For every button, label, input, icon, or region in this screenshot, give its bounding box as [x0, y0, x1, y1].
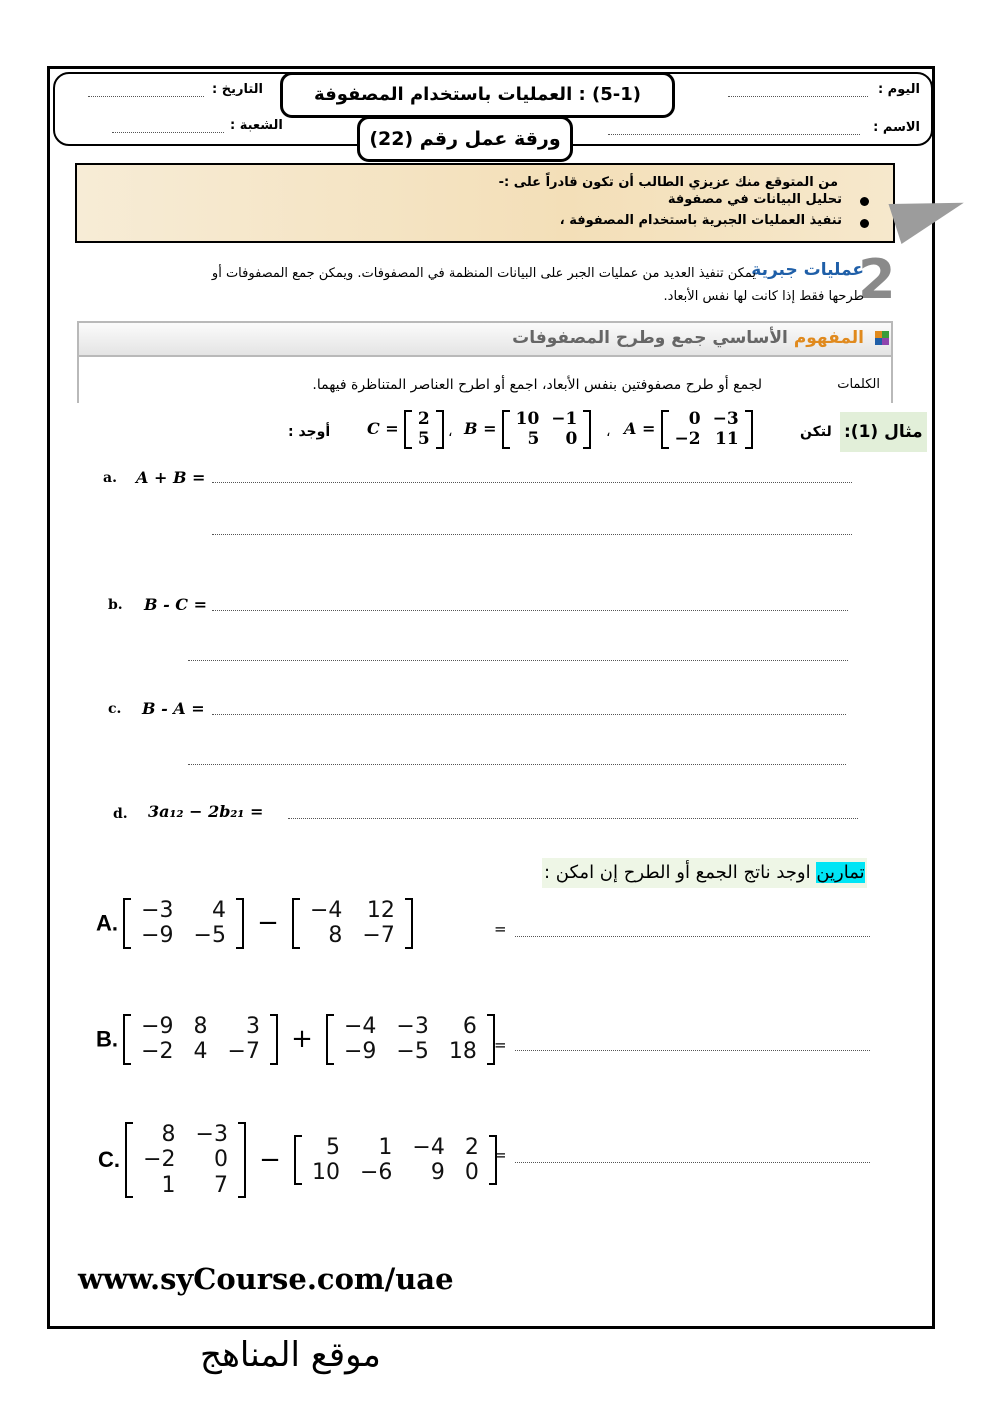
matrix-A-def: A = 0 −3 −2 11 [624, 410, 753, 449]
matrix-row [412, 430, 436, 450]
example-let: لتكن [800, 424, 832, 440]
matrix-cell: −9 [141, 923, 174, 949]
matrix-left [123, 898, 244, 949]
exercise-B [96, 1014, 495, 1065]
matrix-cell: −9 [141, 1014, 174, 1039]
answer-line[interactable] [212, 610, 848, 611]
matrix-cell: 4 [211, 898, 226, 923]
matrix-row [133, 1147, 238, 1172]
matrix-cell: −5 [396, 1039, 429, 1065]
matrix-row [412, 410, 436, 430]
example-label: مثال (1): [840, 412, 927, 452]
matrix-row [302, 1135, 489, 1160]
footer-site-name: موقع المناهج [200, 1335, 381, 1375]
answer-line[interactable] [212, 482, 852, 483]
matrix-cell: 4 [193, 1039, 208, 1065]
answer-line[interactable] [288, 818, 858, 819]
matrix-cell: 0 [464, 1159, 479, 1185]
matrix-row [510, 410, 584, 430]
answer-line[interactable] [212, 534, 852, 535]
matrix-row [669, 410, 745, 430]
section-field[interactable] [112, 132, 224, 133]
matrix-cell: 12 [366, 898, 395, 923]
matrix-cell: 5 [527, 428, 540, 449]
exercise-label: B. [96, 1026, 118, 1052]
name-label: الاسم : [873, 120, 920, 135]
matrix-cell: 5 [417, 428, 430, 449]
matrix-cell: −6 [359, 1159, 393, 1185]
section-number: 2 [858, 248, 896, 311]
matrix-cell: 8 [328, 923, 343, 949]
matrix-C-def: C = 2 5 [367, 410, 444, 449]
part-expression: B - C = [144, 595, 208, 614]
matrix-B [502, 410, 592, 449]
matrix-cell: 1 [378, 1134, 393, 1160]
equals-sign: = [494, 920, 507, 938]
matrix-cell: −9 [343, 1039, 377, 1065]
matrix-cell: 6 [462, 1014, 477, 1039]
matrix-cell: 18 [448, 1039, 477, 1065]
matrix-cell: 0 [565, 428, 578, 449]
date-label: التاريخ : [212, 82, 263, 97]
matrix-cell: 9 [430, 1159, 445, 1185]
part-letter: c. [108, 701, 122, 717]
matrix-cell: −2 [674, 428, 701, 449]
separator: ، [606, 424, 611, 440]
matrix-cell: −7 [362, 923, 395, 949]
exercise-C [98, 1122, 497, 1198]
matrix-cell: 7 [213, 1172, 228, 1198]
equals-sign: = [494, 1146, 507, 1164]
goals-intro: من المتوقع منك عزيزي الطالب أن تكون قادراً على :- [498, 175, 838, 190]
name-field[interactable] [608, 134, 860, 135]
part-expression: 3a₁₂ − 2b₂₁ = [148, 802, 264, 821]
matrix-row [334, 1039, 487, 1064]
lesson-title: (5-1) : العمليات باستخدام المصفوفة [280, 72, 675, 118]
matrix-cell: −4 [309, 898, 343, 923]
concept-title: المفهوم الأساسي جمع وطرح المصفوفات [512, 328, 864, 348]
example-find: أوجد : [288, 424, 331, 440]
bullet-icon [860, 197, 869, 206]
matrix-cell: −3 [396, 1014, 429, 1039]
matrix-row [510, 430, 584, 450]
goal-item: تحليل البيانات في مصفوفة [667, 192, 842, 207]
matrix-cell: 1 [161, 1172, 176, 1198]
matrix-cell: 10 [515, 409, 540, 429]
matrix-row [133, 1173, 238, 1198]
matrix-row [300, 898, 405, 923]
matrix-cell: −3 [195, 1122, 228, 1147]
exercise-A [96, 898, 413, 949]
concept-words-label: الكلمات [837, 377, 880, 392]
matrix-left [123, 1014, 278, 1065]
section-text-line1: يمكن تنفيذ العديد من عمليات الجبر على البيانات المنظمة في المصفوفات. ويمكن جمع المصفوفات أو [211, 266, 756, 281]
matrix-cell: −3 [712, 409, 739, 429]
day-label: اليوم : [877, 82, 920, 97]
answer-line[interactable] [515, 1162, 870, 1163]
matrix-cell: −7 [227, 1039, 260, 1065]
matrix-cell: −3 [141, 898, 174, 923]
matrix-row [300, 923, 405, 948]
worksheet-title: ورقة عمل رقم (22) [357, 116, 573, 162]
matrix-right [294, 1135, 497, 1186]
matrix-row [131, 1039, 270, 1064]
answer-line[interactable] [515, 1050, 870, 1051]
concept-words-text: لجمع أو طرح مصفوفتين بنفس الأبعاد، اجمع أو اطرح العناصر المتناظرة فيهما. [312, 377, 762, 393]
matrix-cell: −1 [551, 409, 578, 429]
part-expression: A + B = [136, 468, 206, 487]
matrix-left [125, 1122, 246, 1198]
operator: − [259, 1144, 281, 1175]
matrix-cell: −2 [141, 1039, 174, 1065]
answer-line[interactable] [515, 936, 870, 937]
matrix-cell: 10 [311, 1159, 340, 1185]
exercises-heading: تمارين اوجد ناتج الجمع أو الطرح إن امكن : [542, 858, 867, 888]
separator: ، [448, 424, 453, 440]
operator: + [291, 1024, 313, 1055]
answer-line[interactable] [188, 660, 848, 661]
matrix-C [404, 410, 444, 449]
section-heading: عمليات جبرية [751, 260, 864, 280]
puzzle-icon [874, 330, 890, 346]
date-field[interactable] [88, 96, 204, 97]
part-letter: d. [113, 806, 128, 822]
matrix-row [131, 898, 236, 923]
equals-sign: = [494, 1036, 507, 1054]
matrix-A [661, 410, 753, 449]
part-expression: B - A = [142, 699, 205, 718]
exercise-label: C. [98, 1146, 120, 1172]
matrix-cell: 8 [193, 1014, 208, 1039]
matrix-row [669, 430, 745, 450]
matrix-row [131, 923, 236, 948]
matrix-right [326, 1014, 495, 1065]
part-letter: a. [103, 470, 117, 486]
answer-line[interactable] [212, 714, 846, 715]
operator: − [257, 908, 279, 939]
footer-url[interactable]: www.syCourse.com/uae [78, 1262, 454, 1296]
matrix-cell: 11 [714, 428, 739, 449]
part-letter: b. [108, 597, 123, 613]
matrix-right [292, 898, 413, 949]
matrix-cell: 2 [464, 1134, 479, 1160]
matrix-row [131, 1014, 270, 1039]
matrix-cell: 2 [417, 409, 430, 429]
answer-line[interactable] [188, 764, 846, 765]
matrix-B-def: B = 10 −1 5 0 [464, 410, 591, 449]
matrix-cell: −4 [412, 1134, 445, 1160]
exercise-label: A. [96, 910, 118, 936]
matrix-cell: 3 [245, 1014, 260, 1039]
matrix-cell: −5 [193, 923, 226, 949]
matrix-cell: 0 [213, 1147, 228, 1173]
section-text-line2: طرحها فقط إذا كانت لها نفس الأبعاد. [663, 289, 864, 304]
matrix-cell: 8 [161, 1122, 176, 1147]
matrix-row [334, 1014, 487, 1039]
section-label: الشعبة : [230, 118, 283, 133]
matrix-cell: 0 [688, 409, 701, 429]
matrix-row [302, 1160, 489, 1185]
matrix-cell: −2 [143, 1147, 176, 1173]
goal-item: تنفيذ العمليات الجبرية باستخدام المصفوفة ، [559, 213, 842, 228]
bullet-icon [860, 219, 869, 228]
matrix-cell: −4 [343, 1014, 377, 1039]
matrix-row [133, 1122, 238, 1147]
day-field[interactable] [728, 96, 868, 97]
matrix-cell: 5 [325, 1134, 340, 1160]
